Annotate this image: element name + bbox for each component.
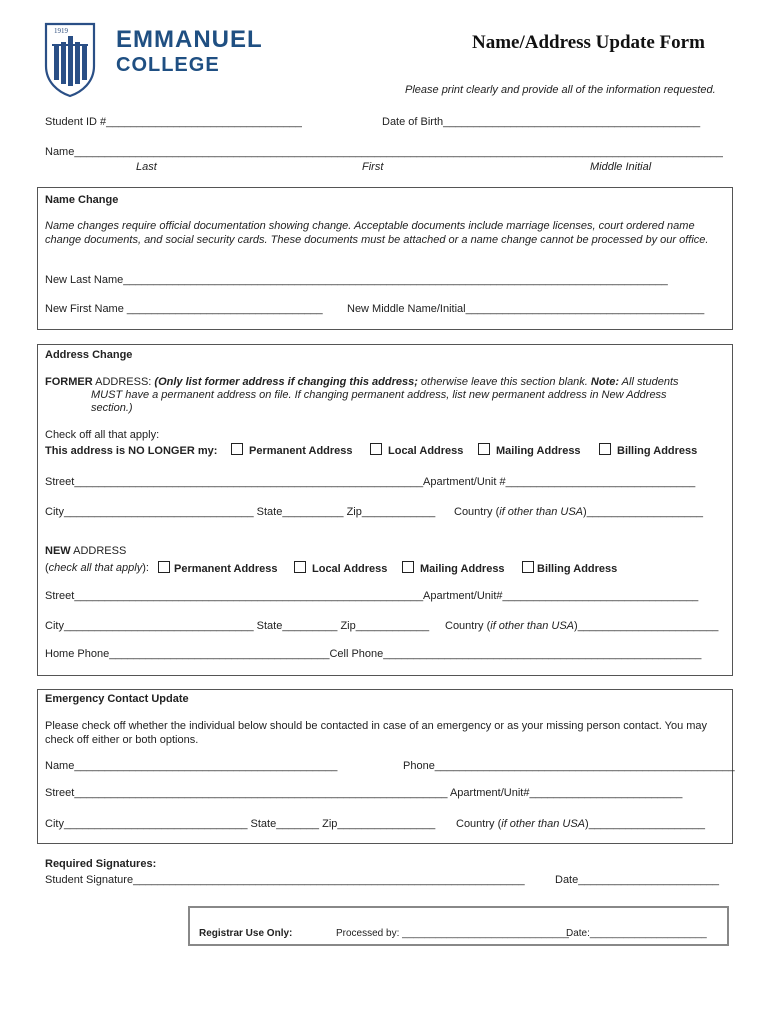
check-hint-text: check all that apply — [48, 562, 143, 574]
phone-fields[interactable]: Home Phone____________________________________Cell Phone____________________________________________________ — [45, 648, 702, 660]
new-rest: ADDRESS — [70, 545, 127, 557]
former-permanent-label: Permanent Address — [249, 445, 353, 457]
new-address-label — [45, 545, 126, 557]
former-city-state-zip-field[interactable]: City_______________________________ State__________ Zip____________ — [45, 506, 436, 518]
check-all-label: Check off all that apply: — [45, 429, 160, 441]
logo-year: 1919 — [54, 27, 68, 35]
name-sublabel-middle: Middle Initial — [590, 161, 652, 173]
note-text: All students — [619, 376, 679, 388]
emergency-heading: Emergency Contact Update — [45, 693, 189, 705]
former-local-label: Local Address — [388, 445, 464, 457]
new-permanent-checkbox[interactable] — [158, 561, 170, 573]
former-mailing-label: Mailing Address — [496, 445, 581, 457]
former-billing-checkbox[interactable] — [599, 443, 611, 455]
emergency-country-line: )___________________ — [585, 818, 705, 830]
new-country-line: )_______________________ — [574, 620, 719, 632]
former-address-line-2: MUST have a permanent address on file. If changing permanent address, list new permanent address in New Address — [91, 389, 667, 401]
name-change-text: Name changes require official documentation showing change. Acceptable documents include marriage licenses, court ordered name change documents, and social security cards. These documents must be attached or a name change cannot be processed by our office. — [45, 220, 709, 246]
new-last-name-field[interactable]: New Last Name_________________________________________________________________________________________ — [45, 274, 668, 286]
new-country-label: Country ( — [445, 620, 491, 632]
new-local-label: Local Address — [312, 563, 388, 575]
emergency-street-field[interactable]: Street_____________________________________________________________ Apartment/Unit#_________________________ — [45, 787, 683, 799]
new-billing-label: Billing Address — [537, 563, 618, 575]
processed-by-field[interactable]: Processed by: ______________________________ — [336, 928, 569, 939]
former-local-checkbox[interactable] — [370, 443, 382, 455]
emergency-country-hint: if other than USA — [501, 818, 586, 830]
new-street-field[interactable]: Street_________________________________________________________Apartment/Unit#________________________________ — [45, 590, 699, 602]
college-crest-icon — [44, 22, 96, 98]
former-country-line: )___________________ — [583, 506, 703, 518]
emergency-country-label: Country ( — [456, 818, 502, 830]
name-sublabel-last: Last — [136, 161, 157, 173]
former-mailing-checkbox[interactable] — [478, 443, 490, 455]
new-local-checkbox[interactable] — [294, 561, 306, 573]
former-address-line-1 — [45, 376, 679, 388]
former-country-field[interactable] — [454, 506, 703, 518]
student-signature-field[interactable]: Student Signature________________________________________________________________ — [45, 874, 525, 886]
former-mailing-option[interactable] — [478, 443, 581, 457]
emergency-name-field[interactable]: Name___________________________________________ — [45, 760, 338, 772]
signatures-heading: Required Signatures: — [45, 858, 157, 870]
new-billing-checkbox[interactable] — [522, 561, 534, 573]
logo-line-2: COLLEGE — [116, 54, 220, 76]
new-mailing-checkbox[interactable] — [402, 561, 414, 573]
new-mailing-option[interactable] — [402, 561, 505, 575]
logo-line-1: EMMANUEL — [116, 26, 263, 53]
former-label: FORMER — [45, 376, 93, 388]
new-middle-name-field[interactable]: New Middle Name/Initial_______________________________________ — [347, 303, 705, 315]
registrar-box — [188, 906, 729, 946]
former-permanent-checkbox[interactable] — [231, 443, 243, 455]
former-instruction: (Only list former address if changing this address; — [154, 376, 418, 388]
no-longer-label: This address is NO LONGER my: — [45, 445, 218, 457]
new-permanent-option[interactable] — [158, 561, 278, 575]
check-paren-open: ( — [45, 562, 49, 574]
emergency-phone-field[interactable]: Phone_________________________________________________ — [403, 760, 735, 772]
former-instruction-2: otherwise leave this section blank. — [417, 376, 591, 388]
form-title: Name/Address Update Form — [472, 32, 705, 53]
new-billing-option[interactable] — [522, 561, 617, 575]
new-permanent-label: Permanent Address — [174, 563, 278, 575]
name-change-heading: Name Change — [45, 194, 119, 206]
student-id-field[interactable]: Student ID #________________________________ — [45, 116, 302, 128]
emergency-country-field[interactable] — [456, 818, 705, 830]
new-local-option[interactable] — [294, 561, 387, 575]
former-address-line-3: section.) — [91, 402, 133, 414]
new-country-hint: if other than USA — [490, 620, 575, 632]
new-country-field[interactable] — [445, 620, 718, 632]
new-check-hint — [45, 562, 149, 574]
former-rest: ADDRESS: — [92, 376, 155, 388]
check-paren-close: ): — [142, 562, 149, 574]
emergency-text: Please check off whether the individual below should be contacted in case of an emergency or as your missing person contact. You may check off either or both options. — [45, 720, 708, 746]
instructions: Please print clearly and provide all of the information requested. — [405, 84, 716, 96]
new-mailing-label: Mailing Address — [420, 563, 505, 575]
name-sublabel-first: First — [362, 161, 384, 173]
new-label: NEW — [45, 545, 71, 557]
new-city-state-zip-field[interactable]: City_______________________________ State_________ Zip____________ — [45, 620, 430, 632]
former-permanent-option[interactable] — [231, 443, 353, 457]
registrar-date-field[interactable]: Date:_____________________ — [566, 928, 707, 939]
emergency-city-state-zip-field[interactable]: City______________________________ State_______ Zip________________ — [45, 818, 436, 830]
former-country-label: Country ( — [454, 506, 500, 518]
new-first-name-field[interactable]: New First Name ________________________________ — [45, 303, 323, 315]
note-label: Note: — [590, 376, 620, 388]
former-country-hint: if other than USA — [499, 506, 584, 518]
former-billing-label: Billing Address — [617, 445, 698, 457]
former-billing-option[interactable] — [599, 443, 697, 457]
former-local-option[interactable] — [370, 443, 463, 457]
address-change-heading: Address Change — [45, 349, 133, 361]
registrar-label: Registrar Use Only: — [199, 928, 293, 939]
college-logo — [44, 22, 274, 100]
name-field[interactable]: Name__________________________________________________________________________________________________________ — [45, 146, 723, 158]
signature-date-field[interactable]: Date_______________________ — [555, 874, 719, 886]
date-of-birth-field[interactable]: Date of Birth__________________________________________ — [382, 116, 701, 128]
former-street-field[interactable]: Street_________________________________________________________Apartment/Unit #_______________________________ — [45, 476, 696, 488]
